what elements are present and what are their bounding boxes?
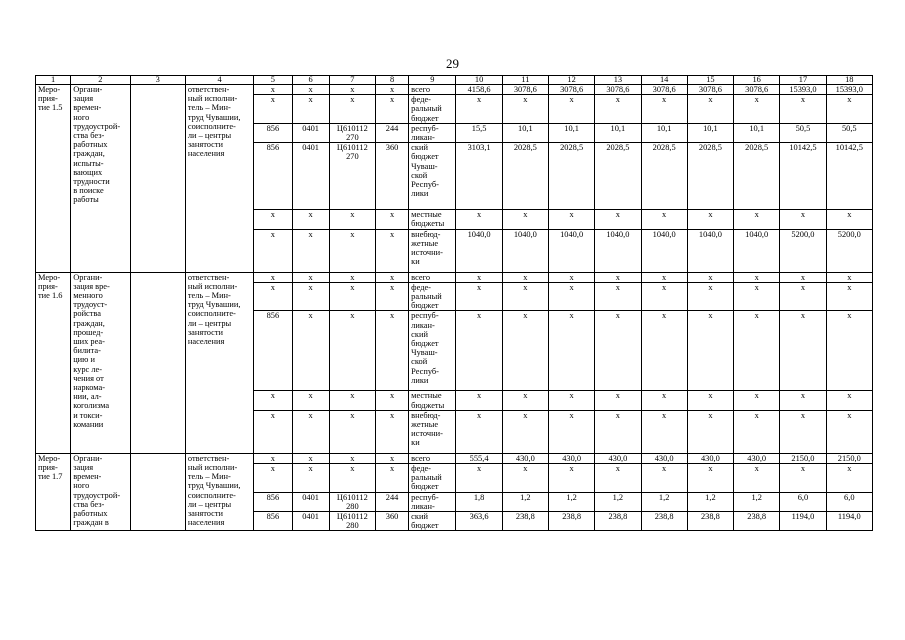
value-cell: x bbox=[826, 95, 872, 124]
section-code: x bbox=[292, 391, 329, 410]
funding-source: ский бюджет Чуваш- ской Респуб- лики bbox=[409, 143, 456, 210]
funding-source: респуб- ликан- bbox=[409, 492, 456, 511]
value-cell: 1040,0 bbox=[548, 229, 594, 272]
value-cell: 2150,0 bbox=[826, 453, 872, 463]
value-cell: 15393,0 bbox=[780, 85, 826, 95]
value-cell: 50,5 bbox=[780, 123, 826, 142]
value-cell: x bbox=[687, 282, 733, 311]
value-cell: x bbox=[502, 410, 548, 453]
value-cell: 3078,6 bbox=[548, 85, 594, 95]
value-cell: 10,1 bbox=[641, 123, 687, 142]
grbs-code: x bbox=[254, 453, 292, 463]
value-cell: 10,1 bbox=[502, 123, 548, 142]
value-cell: 238,8 bbox=[687, 512, 733, 531]
value-cell: x bbox=[456, 391, 502, 410]
section-code: x bbox=[292, 95, 329, 124]
funding-source: всего bbox=[409, 453, 456, 463]
section-code: x bbox=[292, 210, 329, 229]
value-cell: x bbox=[734, 272, 780, 282]
expense-type: x bbox=[375, 95, 408, 124]
value-cell: 10,1 bbox=[687, 123, 733, 142]
measure-name: Органи- зация времен- ного трудоустрой- ства без- работных граждан, испыты- вающих трудности в поиске работы bbox=[71, 85, 130, 273]
table-row bbox=[36, 85, 873, 95]
value-cell: 1040,0 bbox=[456, 229, 502, 272]
value-cell: x bbox=[687, 95, 733, 124]
funding-source: феде- ральный бюджет bbox=[409, 95, 456, 124]
value-cell: x bbox=[595, 272, 641, 282]
section-code: 0401 bbox=[292, 492, 329, 511]
value-cell: x bbox=[641, 464, 687, 493]
value-cell: x bbox=[641, 282, 687, 311]
column-number: 2 bbox=[71, 76, 130, 85]
value-cell: x bbox=[595, 410, 641, 453]
value-cell: 4158,6 bbox=[456, 85, 502, 95]
target-article: x bbox=[329, 210, 375, 229]
expense-type: x bbox=[375, 410, 408, 453]
value-cell: 1040,0 bbox=[641, 229, 687, 272]
value-cell: 1,2 bbox=[641, 492, 687, 511]
target-article: x bbox=[329, 85, 375, 95]
value-cell: 1,2 bbox=[548, 492, 594, 511]
value-cell: 430,0 bbox=[734, 453, 780, 463]
value-cell: x bbox=[456, 210, 502, 229]
expense-type: 244 bbox=[375, 492, 408, 511]
grbs-code: x bbox=[254, 229, 292, 272]
value-cell: 3078,6 bbox=[595, 85, 641, 95]
value-cell: 3078,6 bbox=[502, 85, 548, 95]
table-row bbox=[36, 453, 873, 463]
funding-source: всего bbox=[409, 85, 456, 95]
value-cell: x bbox=[456, 410, 502, 453]
table-row bbox=[36, 272, 873, 282]
value-cell: x bbox=[502, 464, 548, 493]
column-number: 4 bbox=[185, 76, 253, 85]
value-cell: 238,8 bbox=[502, 512, 548, 531]
grbs-code: 856 bbox=[254, 123, 292, 142]
column-number: 14 bbox=[641, 76, 687, 85]
value-cell: 15393,0 bbox=[826, 85, 872, 95]
target-article: x bbox=[329, 464, 375, 493]
value-cell: 555,4 bbox=[456, 453, 502, 463]
value-cell: 3078,6 bbox=[641, 85, 687, 95]
value-cell: 1,2 bbox=[502, 492, 548, 511]
value-cell: 2150,0 bbox=[780, 453, 826, 463]
value-cell: 430,0 bbox=[641, 453, 687, 463]
value-cell: x bbox=[456, 95, 502, 124]
value-cell: x bbox=[734, 282, 780, 311]
value-cell: 10142,5 bbox=[826, 143, 872, 210]
budget-table bbox=[35, 75, 873, 531]
expense-type: 244 bbox=[375, 123, 408, 142]
target-article: x bbox=[329, 229, 375, 272]
value-cell: x bbox=[502, 210, 548, 229]
value-cell: 1,8 bbox=[456, 492, 502, 511]
value-cell: 430,0 bbox=[687, 453, 733, 463]
value-cell: x bbox=[595, 282, 641, 311]
column-number: 5 bbox=[254, 76, 292, 85]
value-cell: x bbox=[456, 282, 502, 311]
measure-code: Меро- прия- тие 1.7 bbox=[36, 453, 71, 531]
column-number: 17 bbox=[780, 76, 826, 85]
value-cell: x bbox=[734, 210, 780, 229]
expense-type: x bbox=[375, 391, 408, 410]
measure-col3 bbox=[130, 453, 185, 531]
value-cell: 6,0 bbox=[826, 492, 872, 511]
measure-name: Органи- зация вре- менного трудоуст- ройства граждан, прошед- ших реа- билита- цию и курс ле- чения от наркома- нии, ал- коголизма и токси- комании bbox=[71, 272, 130, 453]
target-article: x bbox=[329, 282, 375, 311]
value-cell: x bbox=[734, 311, 780, 391]
value-cell: x bbox=[734, 410, 780, 453]
value-cell: 1194,0 bbox=[826, 512, 872, 531]
column-number: 10 bbox=[456, 76, 502, 85]
grbs-code: x bbox=[254, 95, 292, 124]
value-cell: 1040,0 bbox=[687, 229, 733, 272]
target-article: x bbox=[329, 410, 375, 453]
value-cell: x bbox=[780, 272, 826, 282]
column-number: 3 bbox=[130, 76, 185, 85]
column-number: 12 bbox=[548, 76, 594, 85]
value-cell: 363,6 bbox=[456, 512, 502, 531]
funding-source: местные бюджеты bbox=[409, 210, 456, 229]
value-cell: x bbox=[548, 410, 594, 453]
section-code: 0401 bbox=[292, 512, 329, 531]
value-cell: 2028,5 bbox=[641, 143, 687, 210]
value-cell: x bbox=[826, 311, 872, 391]
value-cell: x bbox=[687, 210, 733, 229]
value-cell: 10,1 bbox=[548, 123, 594, 142]
value-cell: 2028,5 bbox=[502, 143, 548, 210]
grbs-code: x bbox=[254, 391, 292, 410]
value-cell: 10,1 bbox=[734, 123, 780, 142]
value-cell: x bbox=[687, 410, 733, 453]
value-cell: x bbox=[641, 410, 687, 453]
value-cell: 430,0 bbox=[548, 453, 594, 463]
value-cell: x bbox=[826, 210, 872, 229]
expense-type: x bbox=[375, 282, 408, 311]
value-cell: 1040,0 bbox=[502, 229, 548, 272]
value-cell: x bbox=[502, 282, 548, 311]
expense-type: x bbox=[375, 229, 408, 272]
value-cell: 1,2 bbox=[687, 492, 733, 511]
value-cell: x bbox=[641, 391, 687, 410]
target-article: Ц610112 280 bbox=[329, 492, 375, 511]
funding-source: респуб- ликан- bbox=[409, 123, 456, 142]
value-cell: x bbox=[548, 282, 594, 311]
measure-executor: ответствен- ный исполни- тель – Мин- труд Чувашии, соисполните- ли – центры занятости населения bbox=[185, 272, 253, 453]
target-article: x bbox=[329, 95, 375, 124]
column-number: 18 bbox=[826, 76, 872, 85]
funding-source: феде- ральный бюджет bbox=[409, 282, 456, 311]
value-cell: x bbox=[641, 95, 687, 124]
value-cell: x bbox=[687, 272, 733, 282]
column-number: 8 bbox=[375, 76, 408, 85]
value-cell: 238,8 bbox=[734, 512, 780, 531]
value-cell: 1040,0 bbox=[595, 229, 641, 272]
value-cell: 238,8 bbox=[641, 512, 687, 531]
expense-type: x bbox=[375, 464, 408, 493]
value-cell: x bbox=[826, 464, 872, 493]
target-article: x bbox=[329, 391, 375, 410]
value-cell: x bbox=[456, 311, 502, 391]
value-cell: x bbox=[734, 464, 780, 493]
expense-type: x bbox=[375, 311, 408, 391]
value-cell: x bbox=[780, 410, 826, 453]
value-cell: x bbox=[548, 311, 594, 391]
value-cell: 10142,5 bbox=[780, 143, 826, 210]
measure-name: Органи- зация времен- ного трудоустрой- ства без- работных граждан в bbox=[71, 453, 130, 531]
value-cell: x bbox=[502, 311, 548, 391]
value-cell: x bbox=[780, 311, 826, 391]
section-code: x bbox=[292, 229, 329, 272]
value-cell: x bbox=[548, 391, 594, 410]
value-cell: 238,8 bbox=[595, 512, 641, 531]
funding-source: феде- ральный бюджет bbox=[409, 464, 456, 493]
value-cell: x bbox=[456, 464, 502, 493]
value-cell: 2028,5 bbox=[595, 143, 641, 210]
column-number-row bbox=[36, 76, 873, 85]
value-cell: x bbox=[641, 210, 687, 229]
target-article: x bbox=[329, 311, 375, 391]
value-cell: x bbox=[826, 410, 872, 453]
value-cell: x bbox=[826, 282, 872, 311]
grbs-code: x bbox=[254, 272, 292, 282]
expense-type: x bbox=[375, 272, 408, 282]
funding-source: респуб- ликан- ский бюджет Чуваш- ской Респуб- лики bbox=[409, 311, 456, 391]
value-cell: 238,8 bbox=[548, 512, 594, 531]
value-cell: x bbox=[548, 464, 594, 493]
section-code: 0401 bbox=[292, 143, 329, 210]
funding-source: местные бюджеты bbox=[409, 391, 456, 410]
section-code: x bbox=[292, 453, 329, 463]
target-article: x bbox=[329, 453, 375, 463]
value-cell: x bbox=[734, 391, 780, 410]
value-cell: x bbox=[687, 391, 733, 410]
expense-type: x bbox=[375, 453, 408, 463]
value-cell: x bbox=[548, 95, 594, 124]
section-code: x bbox=[292, 311, 329, 391]
column-number: 9 bbox=[409, 76, 456, 85]
section-code: x bbox=[292, 464, 329, 493]
value-cell: 430,0 bbox=[595, 453, 641, 463]
value-cell: 5200,0 bbox=[780, 229, 826, 272]
value-cell: 1,2 bbox=[595, 492, 641, 511]
grbs-code: x bbox=[254, 85, 292, 95]
grbs-code: x bbox=[254, 210, 292, 229]
value-cell: 1040,0 bbox=[734, 229, 780, 272]
value-cell: 2028,5 bbox=[734, 143, 780, 210]
value-cell: 1,2 bbox=[734, 492, 780, 511]
value-cell: x bbox=[502, 95, 548, 124]
value-cell: x bbox=[734, 95, 780, 124]
grbs-code: x bbox=[254, 410, 292, 453]
measure-col3 bbox=[130, 85, 185, 273]
value-cell: x bbox=[687, 464, 733, 493]
measure-code: Меро- прия- тие 1.6 bbox=[36, 272, 71, 453]
measure-executor: ответствен- ный исполни- тель – Мин- труд Чувашии, соисполните- ли – центры занятости населения bbox=[185, 85, 253, 273]
value-cell: x bbox=[780, 391, 826, 410]
value-cell: 6,0 bbox=[780, 492, 826, 511]
value-cell: 3103,1 bbox=[456, 143, 502, 210]
value-cell: x bbox=[595, 464, 641, 493]
value-cell: x bbox=[780, 210, 826, 229]
value-cell: x bbox=[502, 272, 548, 282]
column-number: 16 bbox=[734, 76, 780, 85]
column-number: 1 bbox=[36, 76, 71, 85]
value-cell: x bbox=[780, 464, 826, 493]
column-number: 11 bbox=[502, 76, 548, 85]
value-cell: x bbox=[826, 391, 872, 410]
funding-source: всего bbox=[409, 272, 456, 282]
value-cell: x bbox=[687, 311, 733, 391]
expense-type: 360 bbox=[375, 512, 408, 531]
value-cell: 2028,5 bbox=[687, 143, 733, 210]
measure-code: Меро- прия- тие 1.5 bbox=[36, 85, 71, 273]
target-article: x bbox=[329, 272, 375, 282]
grbs-code: 856 bbox=[254, 311, 292, 391]
column-number: 7 bbox=[329, 76, 375, 85]
value-cell: 3078,6 bbox=[687, 85, 733, 95]
value-cell: x bbox=[641, 311, 687, 391]
section-code: 0401 bbox=[292, 123, 329, 142]
value-cell: x bbox=[780, 282, 826, 311]
value-cell: x bbox=[641, 272, 687, 282]
grbs-code: 856 bbox=[254, 143, 292, 210]
value-cell: x bbox=[502, 391, 548, 410]
section-code: x bbox=[292, 85, 329, 95]
value-cell: x bbox=[826, 272, 872, 282]
expense-type: 360 bbox=[375, 143, 408, 210]
value-cell: x bbox=[595, 311, 641, 391]
target-article: Ц610112 270 bbox=[329, 143, 375, 210]
funding-source: ский бюджет bbox=[409, 512, 456, 531]
value-cell: x bbox=[548, 272, 594, 282]
value-cell: 3078,6 bbox=[734, 85, 780, 95]
target-article: Ц610112 270 bbox=[329, 123, 375, 142]
grbs-code: x bbox=[254, 464, 292, 493]
target-article: Ц610112 280 bbox=[329, 512, 375, 531]
value-cell: x bbox=[595, 391, 641, 410]
value-cell: x bbox=[456, 272, 502, 282]
column-number: 13 bbox=[595, 76, 641, 85]
funding-source: внебюд- жетные источни- ки bbox=[409, 229, 456, 272]
measure-col3 bbox=[130, 272, 185, 453]
value-cell: 50,5 bbox=[826, 123, 872, 142]
column-number: 15 bbox=[687, 76, 733, 85]
grbs-code: x bbox=[254, 282, 292, 311]
page-number: 29 bbox=[446, 56, 459, 71]
funding-source: внебюд- жетные источни- ки bbox=[409, 410, 456, 453]
measure-executor: ответствен- ный исполни- тель – Мин- труд Чувашии, соисполните- ли – центры занятости населения bbox=[185, 453, 253, 531]
column-number: 6 bbox=[292, 76, 329, 85]
section-code: x bbox=[292, 272, 329, 282]
value-cell: 5200,0 bbox=[826, 229, 872, 272]
value-cell: x bbox=[595, 95, 641, 124]
value-cell: 2028,5 bbox=[548, 143, 594, 210]
grbs-code: 856 bbox=[254, 492, 292, 511]
value-cell: 430,0 bbox=[502, 453, 548, 463]
expense-type: x bbox=[375, 210, 408, 229]
value-cell: x bbox=[595, 210, 641, 229]
value-cell: 15,5 bbox=[456, 123, 502, 142]
grbs-code: 856 bbox=[254, 512, 292, 531]
value-cell: x bbox=[780, 95, 826, 124]
expense-type: x bbox=[375, 85, 408, 95]
section-code: x bbox=[292, 282, 329, 311]
section-code: x bbox=[292, 410, 329, 453]
value-cell: 10,1 bbox=[595, 123, 641, 142]
value-cell: 1194,0 bbox=[780, 512, 826, 531]
value-cell: x bbox=[548, 210, 594, 229]
